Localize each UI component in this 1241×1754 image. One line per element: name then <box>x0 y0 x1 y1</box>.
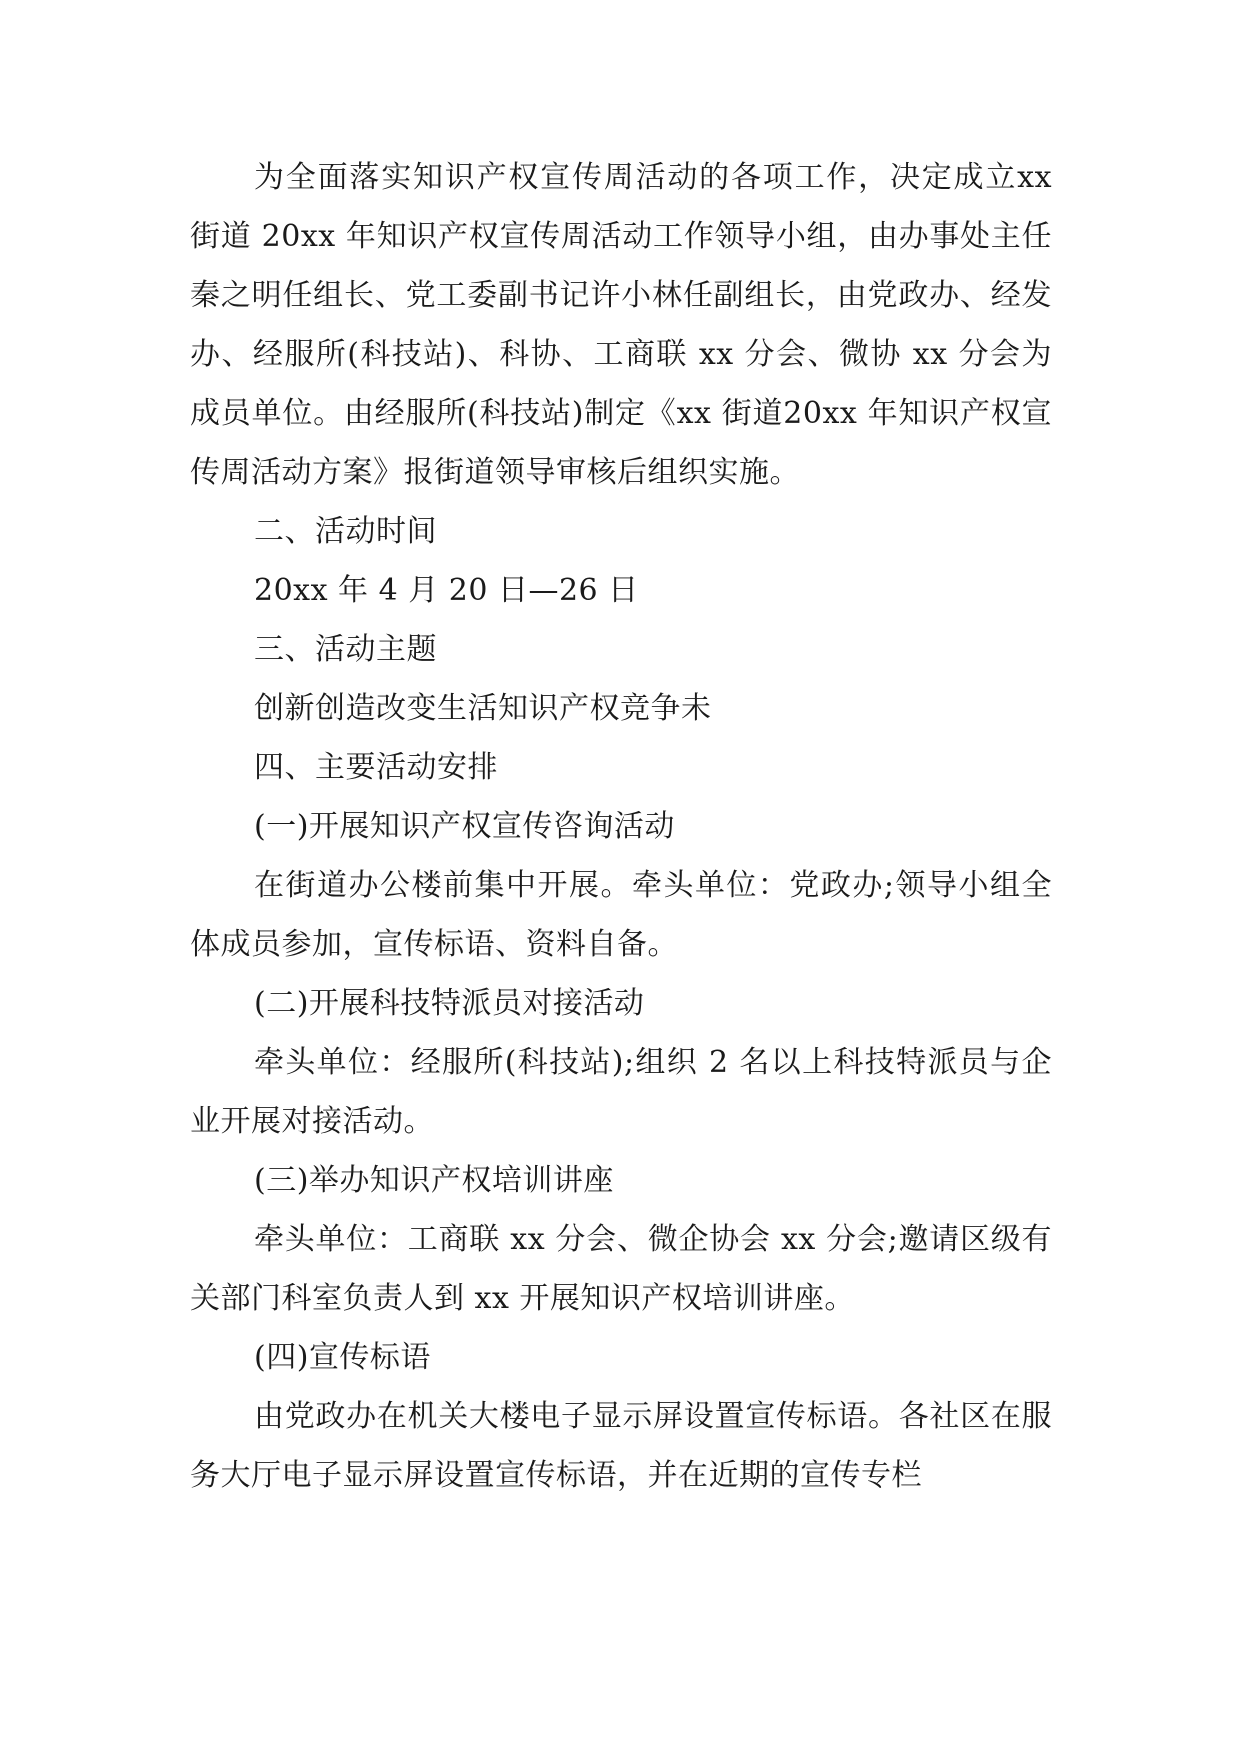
paragraph-theme: 创新创造改变生活知识产权竞争未 <box>254 691 712 726</box>
paragraph-time: 20xx 年 4 月 20 日—26 日 <box>254 573 639 608</box>
subheading-consultation: (一)开展知识产权宣传咨询活动 <box>254 809 675 844</box>
section-heading-arrangements: 四、主要活动安排 <box>254 750 498 785</box>
section-heading-theme: 三、活动主题 <box>254 632 437 667</box>
paragraph-tech-commissioner: 牵头单位：经服所(科技站);组织 2 名以上科技特派员与企业开展对接活动。 <box>190 1045 1052 1139</box>
subheading-tech-commissioner: (二)开展科技特派员对接活动 <box>254 986 645 1021</box>
subheading-training: (三)举办知识产权培训讲座 <box>254 1163 614 1198</box>
paragraph-slogans: 由党政办在机关大楼电子显示屏设置宣传标语。各社区在服务大厅电子显示屏设置宣传标语，并在近期的宣传专栏 <box>190 1399 1052 1493</box>
paragraph-consultation: 在街道办公楼前集中开展。牵头单位：党政办;领导小组全体成员参加，宣传标语、资料自备。 <box>190 868 1052 962</box>
paragraph-leading-group: 为全面落实知识产权宣传周活动的各项工作，决定成立xx 街道 20xx 年知识产权宣传周活动工作领导小组，由办事处主任秦之明任组长、党工委副书记许小林任副组长，由党政办、经发办、经服所(科技站)、科协、工商联 xx 分会、微协 xx 分会为成员单位。由经服所(科技站)制定《xx 街道20xx 年知识产权宣传周活动方案》报街道领导审核后组织实施。 <box>190 160 1052 490</box>
section-heading-time: 二、活动时间 <box>254 514 437 549</box>
paragraph-training: 牵头单位：工商联 xx 分会、微企协会 xx 分会;邀请区级有关部门科室负责人到 xx 开展知识产权培训讲座。 <box>190 1222 1052 1316</box>
document-page <box>190 148 1052 1505</box>
subheading-slogans: (四)宣传标语 <box>254 1340 431 1375</box>
